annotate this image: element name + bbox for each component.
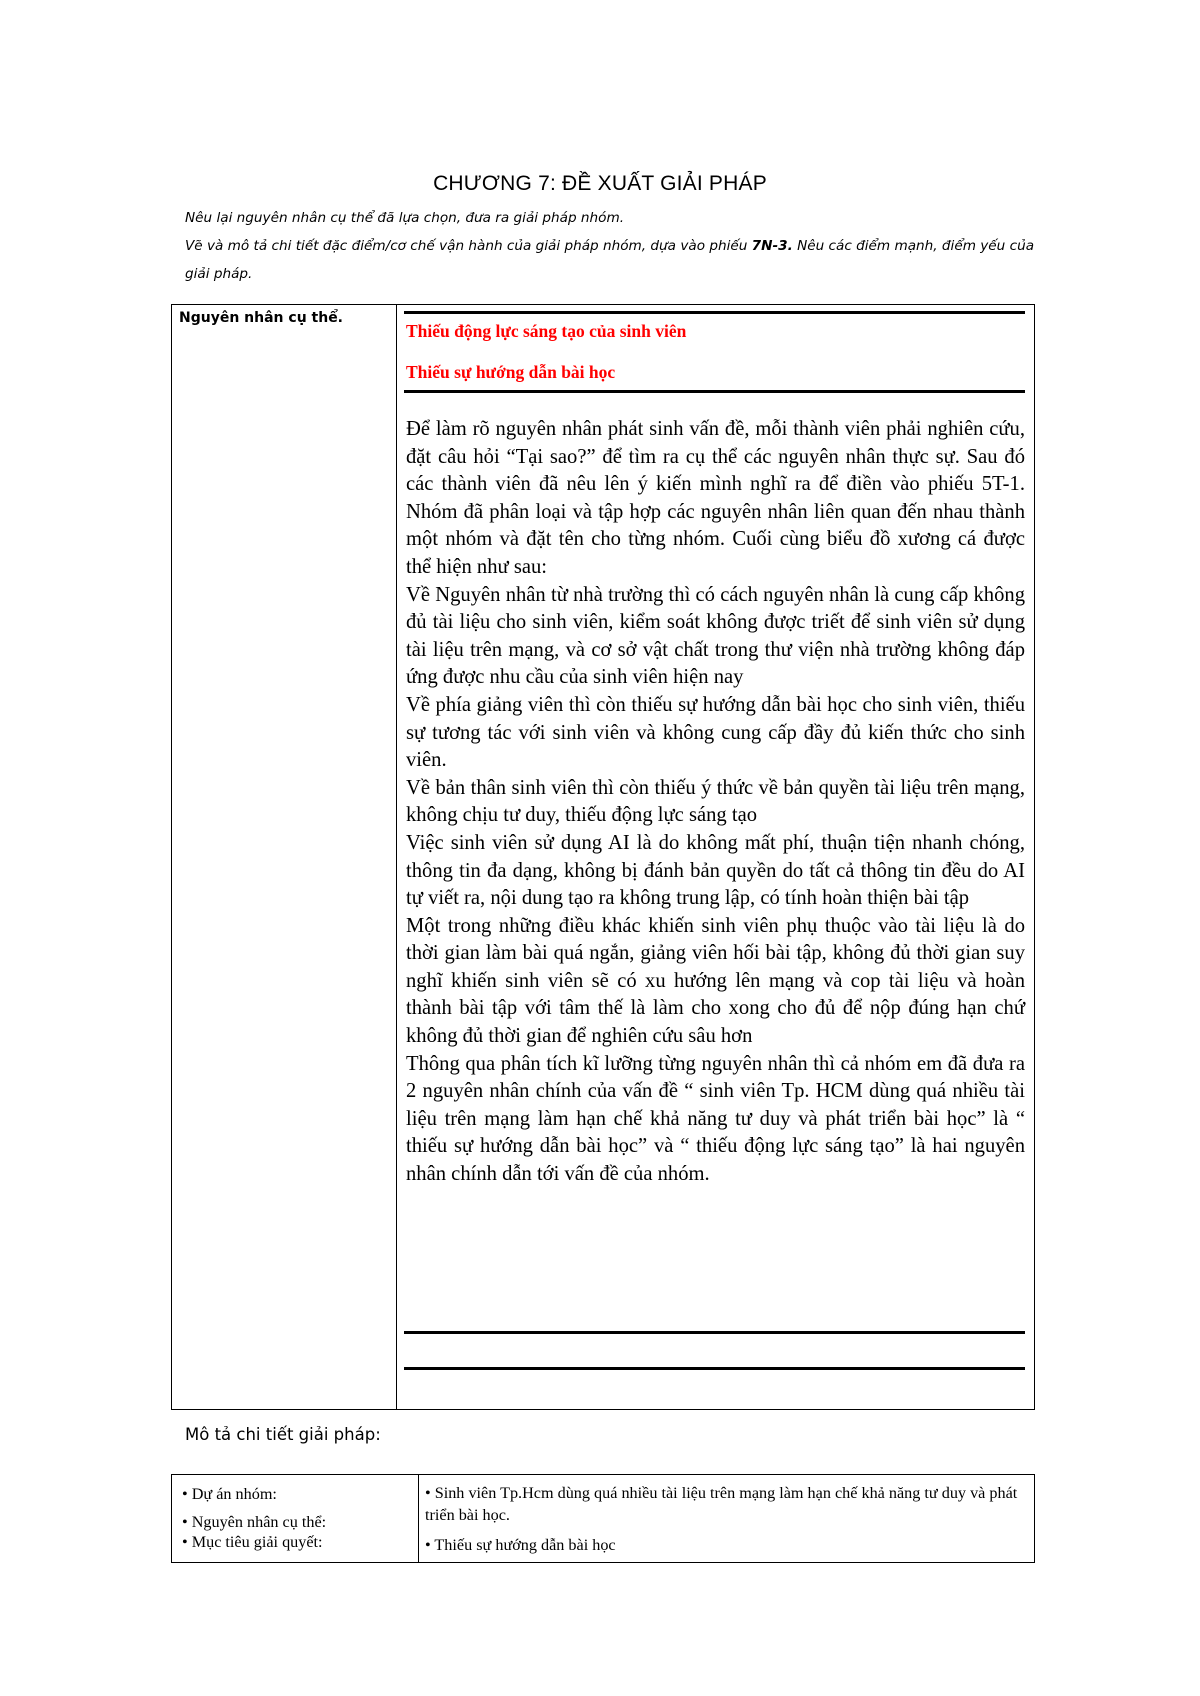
solution-section-title: Mô tả chi tiết giải pháp:: [185, 1425, 381, 1444]
specific-cause-label: Nguyên nhân cụ thể.: [179, 310, 344, 326]
intro-form-code: 7N-3.: [751, 238, 793, 254]
chapter-intro: [185, 204, 1035, 288]
intro-line-1: Nêu lại nguyên nhân cụ thể đã lựa chọn, đưa ra giải pháp nhóm.: [185, 210, 625, 226]
horizontal-rule: [404, 390, 1025, 393]
horizontal-rule: [404, 311, 1025, 314]
label-cause: • Nguyên nhân cụ thể:: [182, 1513, 327, 1531]
intro-line-2-b: Nêu các điểm mạnh, điểm yếu của giải pháp.: [185, 238, 1035, 282]
paragraph: Về Nguyên nhân từ nhà trường thì có cách nguyên nhân là cung cấp không đủ tài liệu cho sinh viên, kiểm soát không được triết để sinh viên sử dụng tài liệu trên mạng, và cơ sở vật chất trong thư viện nhà trường không đáp ứng được nhu cầu của sinh viên hiện nay: [406, 583, 1025, 689]
cause-item-1: Thiếu động lực sáng tạo của sinh viên: [406, 321, 687, 341]
cause-item-2: Thiếu sự hướng dẫn bài học: [406, 362, 616, 382]
label-group-project: • Dự án nhóm:: [182, 1485, 277, 1503]
causes-table: [171, 304, 1035, 1410]
intro-line-2-a: Vẽ và mô tả chi tiết đặc điểm/cơ chế vận hành của giải pháp nhóm, dựa vào phiếu: [185, 238, 752, 254]
paragraph: Một trong những điều khác khiến sinh viên phụ thuộc vào tài liệu là do thời gian làm bài quá ngắn, giảng viên hối bài tập, không đủ thời gian suy nghĩ khiến sinh viên sẽ có xu hướng lên mạng và cop tài liệu và hoàn thành bài tập với tâm thế là làm cho xong cho đủ để nộp đúng hạn chứ không đủ thời gian để nghiên cứu sâu hơn: [406, 914, 1025, 1048]
value-cause: • Thiếu sự hướng dẫn bài học: [425, 1536, 616, 1554]
causes-cell: [404, 311, 1025, 1189]
chapter-title: CHƯƠNG 7: ĐỀ XUẤT GIẢI PHÁP: [433, 172, 767, 195]
paragraph: Để làm rõ nguyên nhân phát sinh vấn đề, mỗi thành viên phải nghiên cứu, đặt câu hỏi “Tại sao?” để tìm ra cụ thể các nguyên nhân thực sự. Sau đó các thành viên đã nêu lên ý kiến mình nghĩ ra để điền vào phiếu 5T-1. Nhóm đã phân loại và tập hợp các nguyên nhân liên quan đến nhau thành một nhóm và đặt tên cho từng nhóm. Cuối cùng biểu đồ xương cá được thể hiện như sau:: [406, 418, 1025, 578]
solution-table: [171, 1474, 1035, 1563]
horizontal-rule: [404, 1367, 1025, 1370]
label-goal: • Mục tiêu giải quyết:: [182, 1533, 323, 1551]
analysis-text: [404, 416, 1025, 1189]
paragraph: Việc sinh viên sử dụng AI là do không mất phí, thuận tiện nhanh chóng, thông tin đa dạng, không bị đánh bản quyền do tất cả thông tin đều do AI tự viết ra, nội dung tạo ra không trung lập, có tính hoàn thiện bài tập: [406, 831, 1025, 910]
solution-labels-cell: [182, 1484, 414, 1552]
solution-values-cell: [425, 1482, 1025, 1556]
value-project: • Sinh viên Tp.Hcm dùng quá nhiều tài liệu trên mạng làm hạn chế khả năng tư duy và phát triển bài học.: [425, 1484, 1018, 1524]
paragraph: Về phía giảng viên thì còn thiếu sự hướng dẫn bài học cho sinh viên, thiếu sự tương tác với sinh viên và không cung cấp đầy đủ kiến thức cho sinh viên.: [406, 693, 1025, 772]
table-column-divider: [418, 1475, 419, 1562]
intro-line-2: [185, 232, 1035, 288]
horizontal-rule: [404, 1331, 1025, 1334]
paragraph: Về bản thân sinh viên thì còn thiếu ý thức về bản quyền tài liệu trên mạng, không chịu tư duy, thiếu động lực sáng tạo: [406, 776, 1025, 827]
paragraph: Thông qua phân tích kĩ lưỡng từng nguyên nhân thì cả nhóm em đã đưa ra 2 nguyên nhân chính của vấn đề “ sinh viên Tp. HCM dùng quá nhiều tài liệu trên mạng làm hạn chế khả năng tư duy và phát triển bài học” là “ thiếu sự hướng dẫn bài học” và “ thiếu động lực sáng tạo” là hai nguyên nhân chính dẫn tới vấn đề của nhóm.: [406, 1052, 1025, 1186]
table-column-divider: [396, 305, 397, 1409]
